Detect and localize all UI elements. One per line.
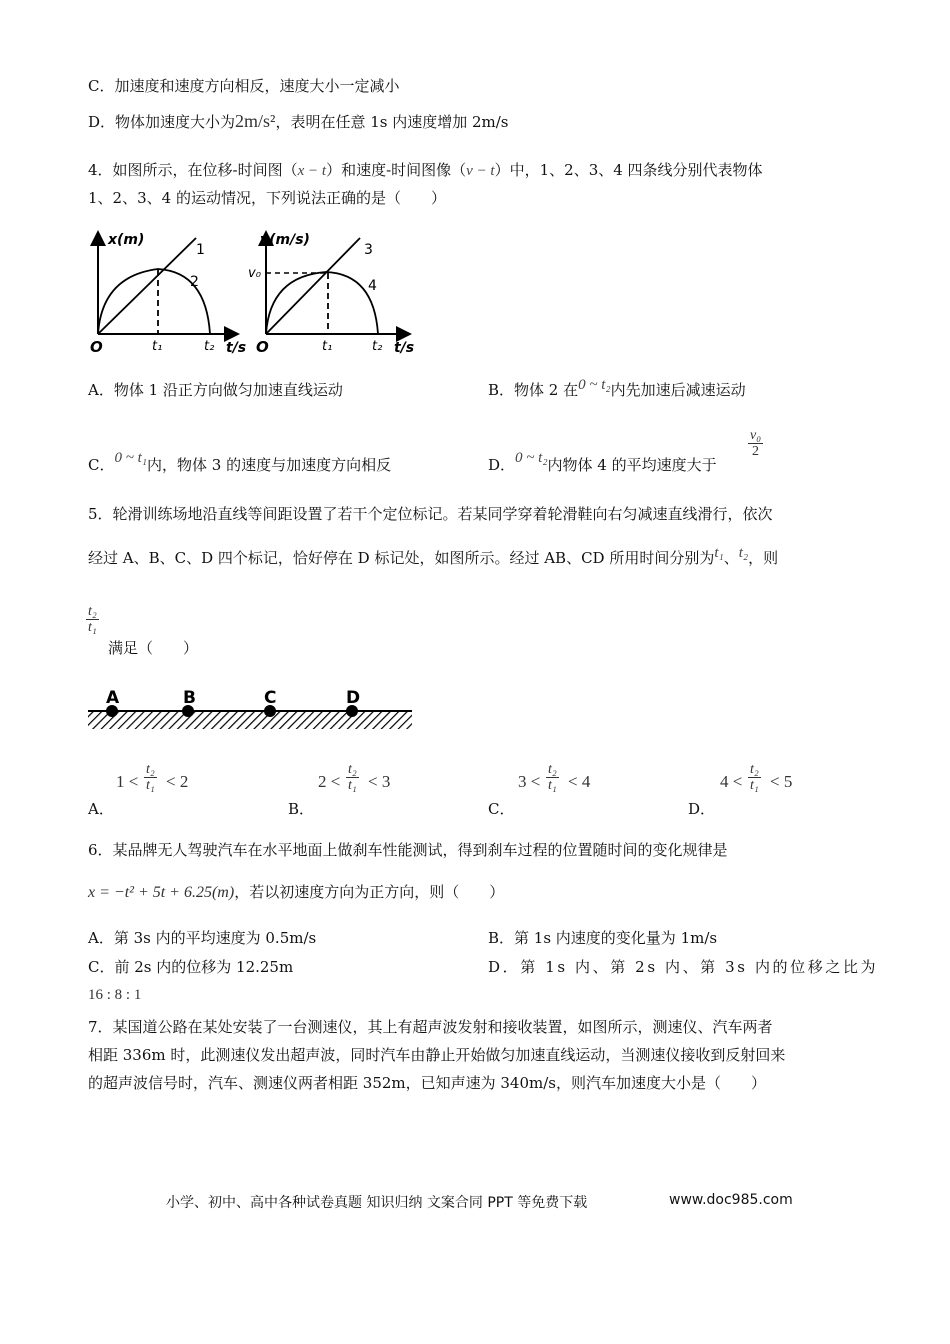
acceleration-expression: 2m/s² bbox=[235, 111, 276, 131]
q4-d-fraction: $\frac{\text{v₀}}{2}$ bbox=[750, 428, 762, 459]
q4-option-a: A．物体 1 沿正方向做匀加速直线运动 bbox=[88, 381, 343, 399]
q6-formula: x = −t² + 5t + 6.25(m) bbox=[88, 884, 235, 901]
q5-ratio-fraction: $\frac{\text{t₂}}{\text{t₁}}$ bbox=[88, 604, 97, 635]
vt-graph bbox=[248, 232, 414, 354]
svg-text:A: A bbox=[106, 688, 120, 708]
xt-xlabel: t/s bbox=[226, 340, 247, 354]
ground-hatch bbox=[88, 711, 412, 729]
q5-stem-line3: 满足（ ） bbox=[108, 639, 199, 657]
q4-option-b: B．物体 2 在0 ~ t₂内先加速后减速运动 bbox=[488, 377, 746, 399]
xt-ylabel: x(m) bbox=[108, 232, 145, 248]
q3-option-d: D．物体加速度大小为2m/s²，表明在任意 1s 内速度增加 2m/s bbox=[88, 111, 509, 131]
q4-stem-line2: 1、2、3、4 的运动情况，下列说法正确的是（ ） bbox=[88, 189, 446, 207]
q7-stem-line3: 的超声波信号时，汽车、测速仪两者相距 352m，已知声速为 340m/s，则汽车加速度大小是（ ） bbox=[88, 1074, 766, 1092]
xt-t2: t₂ bbox=[204, 339, 215, 354]
vt-xlabel: t/s bbox=[394, 340, 415, 354]
vt-label-4: 4 bbox=[368, 278, 377, 294]
q5-stem-line1: 5．轮滑训练场地沿直线等间距设置了若干个定位标记。若某同学穿着轮滑鞋向右匀减速直线滑行，依次 bbox=[88, 505, 773, 523]
q4-stem-line1: 4．如图所示，在位移-时间图（x − t）和速度-时间图像（v − t）中，1、2、3、4 四条线分别代表物体 bbox=[88, 161, 763, 179]
q6-option-b: B．第 1s 内速度的变化量为 1m/s bbox=[488, 929, 718, 947]
q6-option-c: C．前 2s 内的位移为 12.25m bbox=[88, 958, 294, 976]
xt-label-2: 2 bbox=[190, 274, 199, 290]
vt-ylabel: v(m/s) bbox=[260, 232, 310, 248]
svg-text:D: D bbox=[346, 688, 361, 708]
xt-origin: O bbox=[90, 338, 103, 354]
q4-option-c: C．0 ~ t₁内，物体 3 的速度与加速度方向相反 bbox=[88, 450, 392, 474]
vt-v0: v₀ bbox=[248, 266, 261, 281]
q4-graphs bbox=[88, 224, 428, 354]
q5-track-diagram bbox=[86, 684, 416, 734]
vt-t1: t₁ bbox=[322, 339, 333, 354]
q7-stem-line1: 7．某国道公路在某处安装了一台测速仪，其上有超声波发射和接收装置，如图所示，测速仪、汽车两者 bbox=[88, 1018, 773, 1036]
vt-t2: t₂ bbox=[372, 339, 383, 354]
q6-option-d-ratio: 16 : 8 : 1 bbox=[88, 987, 142, 1003]
xt-label-1: 1 bbox=[196, 242, 205, 258]
vt-label-3: 3 bbox=[364, 242, 373, 258]
xt-graph bbox=[90, 232, 246, 354]
vt-origin: O bbox=[256, 338, 269, 354]
vt-curve-4 bbox=[266, 272, 378, 334]
xt-line-1 bbox=[98, 238, 196, 334]
q6-option-d: D．第 1s 内、第 2s 内、第 3s 内的位移之比为 bbox=[488, 958, 879, 976]
q7-stem-line2: 相距 336m 时，此测速仪发出超声波，同时汽车由静止开始做匀加速直线运动，当测速仪接收到反射回来 bbox=[88, 1046, 786, 1064]
q3-option-c: C．加速度和速度方向相反，速度大小一定减小 bbox=[88, 77, 400, 95]
q6-stem-line1: 6．某品牌无人驾驶汽车在水平地面上做刹车性能测试，得到刹车过程的位置随时间的变化规律是 bbox=[88, 841, 728, 859]
xt-t1: t₁ bbox=[152, 339, 163, 354]
footer-url[interactable]: www.doc985.com bbox=[669, 1192, 793, 1208]
svg-text:B: B bbox=[183, 688, 196, 708]
q4-option-d: D．0 ~ t₂内物体 4 的平均速度大于 bbox=[488, 450, 717, 474]
q5-stem-line2: 经过 A、B、C、D 四个标记，恰好停在 D 标记处，如图所示。经过 AB、CD 所用时间分别为t₁、t₂，则 bbox=[88, 545, 779, 567]
q6-stem-line2: x = −t² + 5t + 6.25(m)，若以初速度方向为正方向，则（ ） bbox=[88, 883, 505, 901]
marker-c bbox=[264, 688, 276, 717]
vt-line-3 bbox=[266, 238, 360, 334]
q6-option-a: A．第 3s 内的平均速度为 0.5m/s bbox=[88, 929, 317, 947]
footer-text: 小学、初中、高中各种试卷真题 知识归纳 文案合同 PPT 等免费下载 bbox=[166, 1195, 588, 1211]
svg-text:C: C bbox=[264, 688, 277, 708]
